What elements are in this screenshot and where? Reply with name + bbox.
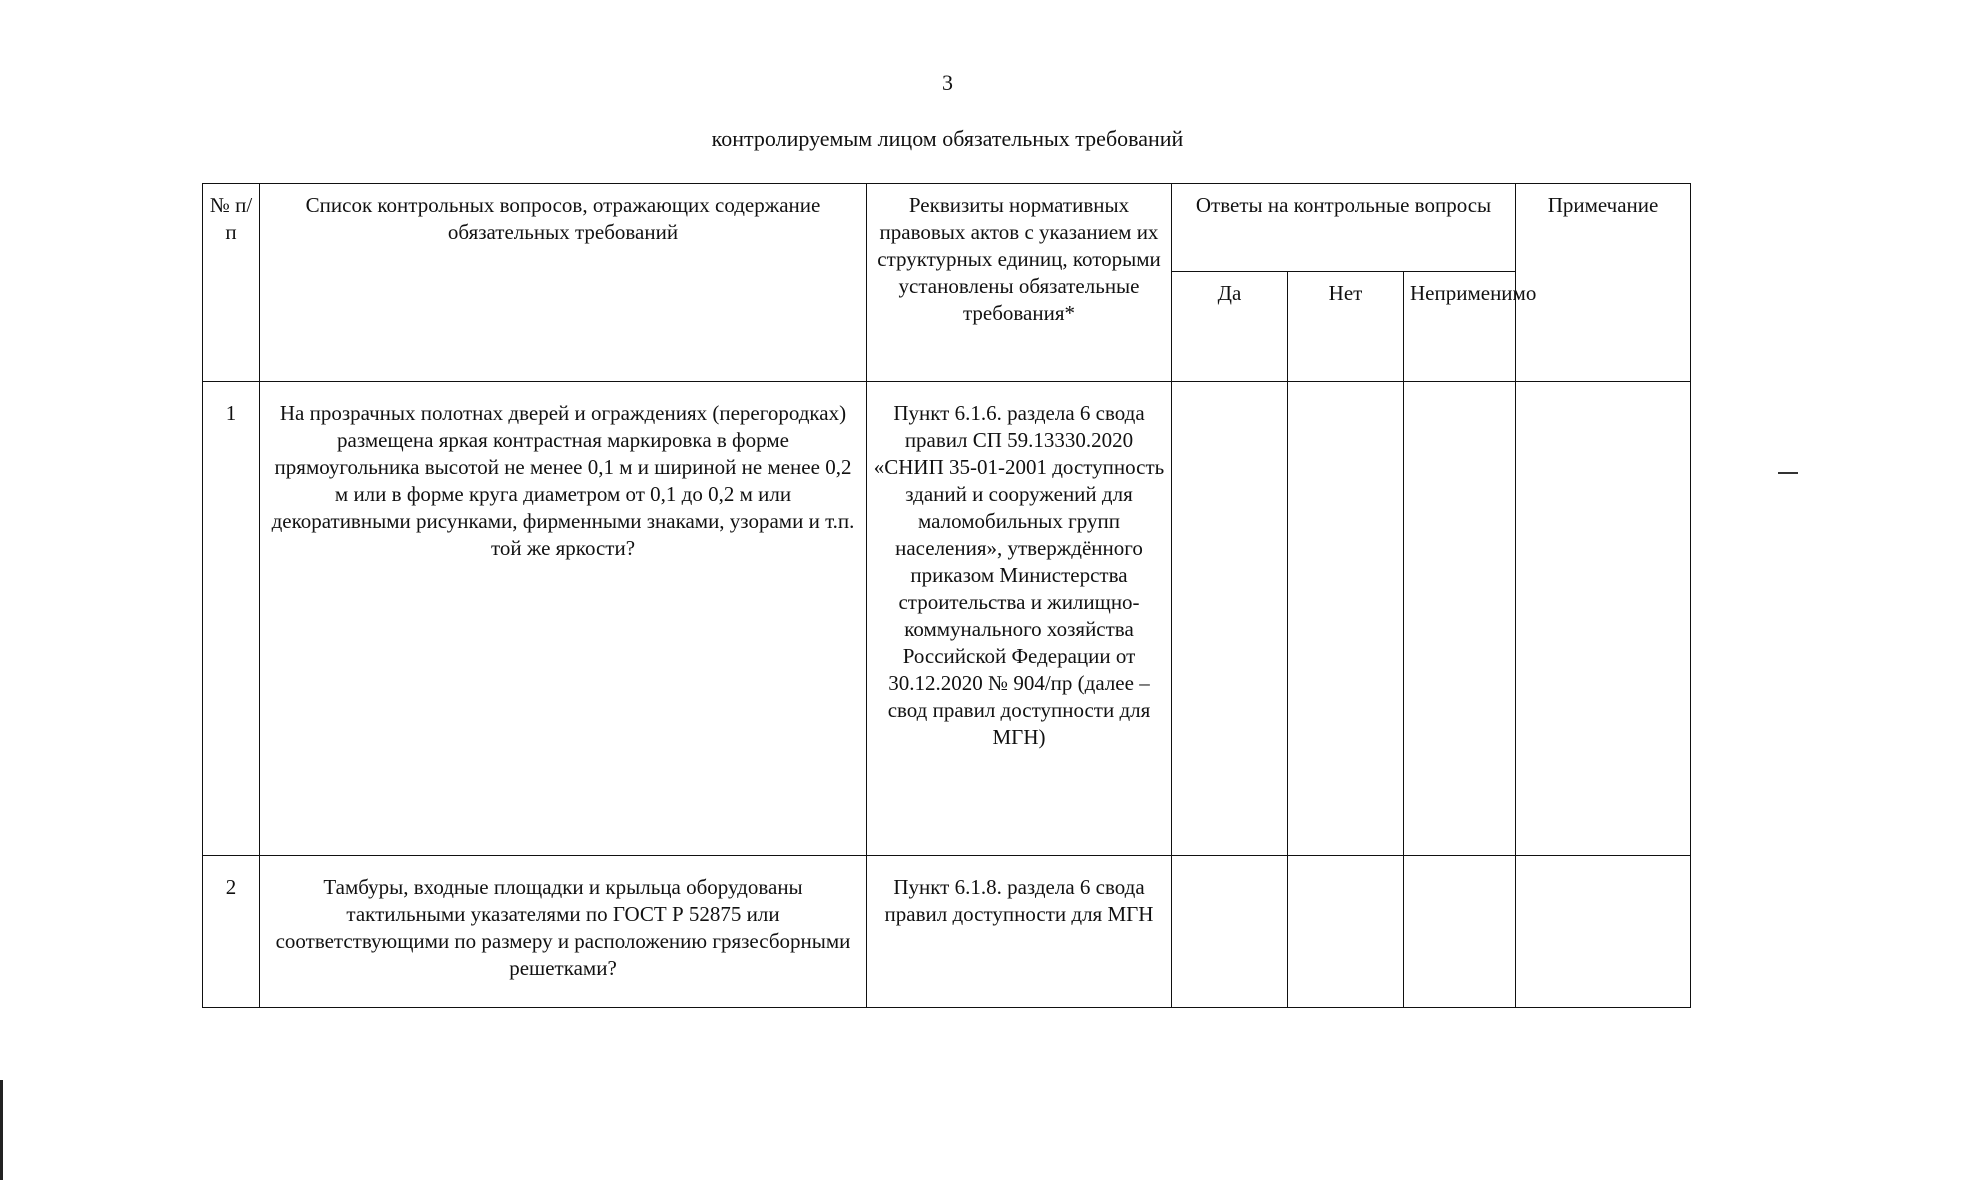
note-cell (1516, 382, 1691, 856)
answer-yes-cell (1172, 382, 1288, 856)
header-reference: Реквизиты нормативных правовых актов с указанием их структурных единиц, которыми установлены обязательные требования* (867, 184, 1172, 382)
answer-no-cell (1288, 856, 1404, 1008)
scan-edge-mark (0, 1080, 3, 1180)
header-number: № п/п (203, 184, 260, 382)
header-yes: Да (1172, 272, 1288, 382)
header-row (203, 184, 1691, 272)
row-number: 2 (203, 856, 260, 1008)
checklist-table (202, 183, 1691, 1008)
answer-no-cell (1288, 382, 1404, 856)
answer-yes-cell (1172, 856, 1288, 1008)
header-answers: Ответы на контрольные вопросы (1172, 184, 1516, 272)
scan-dash-mark (1778, 472, 1798, 474)
header-note: Примечание (1516, 184, 1691, 382)
row-number: 1 (203, 382, 260, 856)
answer-na-cell (1404, 856, 1516, 1008)
header-na: Неприменимо (1404, 272, 1516, 382)
row-reference: Пункт 6.1.6. раздела 6 свода правил СП 59.13330.2020 «СНИП 35-01-2001 доступность зданий и сооружений для маломобильных групп населения», утверждённого приказом Министерства строительства и жилищно-коммунального хозяйства Российской Федерации от 30.12.2020 № 904/пр (далее – свод правил доступности для МГН) (867, 382, 1172, 856)
row-question: Тамбуры, входные площадки и крыльца оборудованы тактильными указателями по ГОСТ Р 52875 или соответствующими по размеру и расположению грязесборными решетками? (260, 856, 867, 1008)
header-no: Нет (1288, 272, 1404, 382)
page-number: 3 (942, 70, 953, 95)
table-row (203, 382, 1691, 856)
note-cell (1516, 856, 1691, 1008)
row-question: На прозрачных полотнах дверей и ограждениях (перегородках) размещена яркая контрастная маркировка в форме прямоугольника высотой не менее 0,1 м и шириной не менее 0,2 м или в форме круга диаметром от 0,1 до 0,2 м или декоративными рисунками, фирменными знаками, узорами и т.п. той же яркости? (260, 382, 867, 856)
row-reference: Пункт 6.1.8. раздела 6 свода правил доступности для МГН (867, 856, 1172, 1008)
answer-na-cell (1404, 382, 1516, 856)
table-row (203, 856, 1691, 1008)
page-heading: контролируемым лицом обязательных требований (711, 126, 1184, 151)
header-question: Список контрольных вопросов, отражающих содержание обязательных требований (260, 184, 867, 382)
